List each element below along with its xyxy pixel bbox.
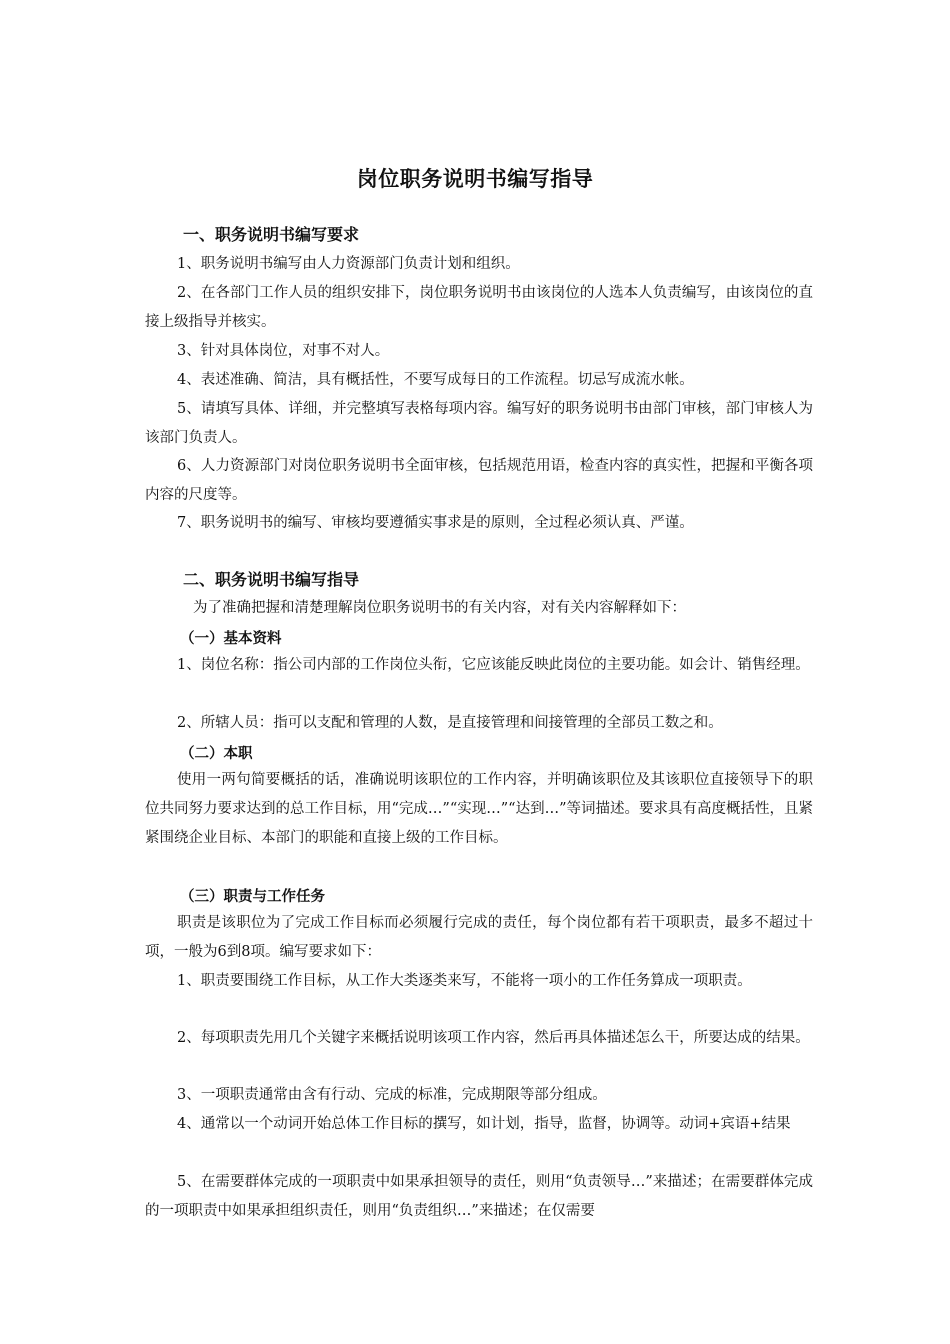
section1-item-1: 1、职务说明书编写由人力资源部门负责计划和组织。 (177, 256, 520, 272)
section1-item-6: 6、人力资源部门对岗位职务说明书全面审核，包括规范用语，检查内容的真实性，把握和平衡各项内容的尺度等。 (145, 458, 813, 503)
responsibility-item-1: 1、职责要围绕工作目标，从工作大类逐类来写，不能将一项小的工作任务算成一项职责。 (177, 973, 752, 989)
responsibilities-intro: 职责是该职位为了完成工作目标而必须履行完成的责任，每个岗位都有若干项职责，最多不超过十项，一般为6到8项。编写要求如下： (145, 915, 813, 960)
basic-info-item-2: 2、所辖人员：指可以支配和管理的人数，是直接管理和间接管理的全部员工数之和。 (177, 715, 723, 731)
subsection-basic-info-heading: （一）基本资料 (180, 630, 282, 647)
duty-text: 使用一两句简要概括的话，准确说明该职位的工作内容，并明确该职位及其该职位直接领导下的职位共同努力要求达到的总工作目标，用“完成…”“实现…”“达到…”等词描述。要求具有高度概括性，且紧紧围绕企业目标、本部门的职能和直接上级的工作目标。 (145, 772, 813, 846)
section1-item-2: 2、在各部门工作人员的组织安排下，岗位职务说明书由该岗位的人选本人负责编写，由该岗位的直接上级指导并核实。 (145, 285, 813, 330)
subsection-responsibilities-heading: （三）职责与工作任务 (180, 888, 325, 905)
section2-intro: 为了准确把握和清楚理解岗位职务说明书的有关内容，对有关内容解释如下： (193, 600, 686, 616)
document-title: 岗位职务说明书编写指导 (356, 166, 594, 191)
basic-info-item-1: 1、岗位名称：指公司内部的工作岗位头衔，它应该能反映此岗位的主要功能。如会计、销售经理。 (177, 657, 810, 673)
responsibility-item-5: 5、在需要群体完成的一项职责中如果承担领导的责任，则用“负责领导…”来描述；在需要群体完成的一项职责中如果承担组织责任，则用“负责组织…”来描述；在仅需要 (145, 1174, 813, 1219)
responsibility-item-2: 2、每项职责先用几个关键字来概括说明该项工作内容，然后再具体描述怎么干，所要达成的结果。 (177, 1030, 810, 1046)
responsibility-item-3: 3、一项职责通常由含有行动、完成的标准，完成期限等部分组成。 (177, 1087, 607, 1103)
section1-item-4: 4、表述准确、简洁，具有概括性，不要写成每日的工作流程。切忌写成流水帐。 (177, 372, 694, 388)
subsection-duty-heading: （二）本职 (180, 745, 253, 762)
section2-heading: 二、职务说明书编写指导 (183, 570, 360, 589)
responsibility-item-4: 4、通常以一个动词开始总体工作目标的撰写，如计划，指导，监督，协调等。动词+宾语+结果 (177, 1116, 791, 1132)
section1-item-3: 3、针对具体岗位，对事不对人。 (177, 343, 390, 359)
section1-heading: 一、职务说明书编写要求 (183, 225, 360, 244)
section1-item-5: 5、请填写具体、详细，并完整填写表格每项内容。编写好的职务说明书由部门审核，部门审核人为该部门负责人。 (145, 401, 813, 446)
section1-item-7: 7、职务说明书的编写、审核均要遵循实事求是的原则，全过程必须认真、严谨。 (177, 515, 694, 531)
